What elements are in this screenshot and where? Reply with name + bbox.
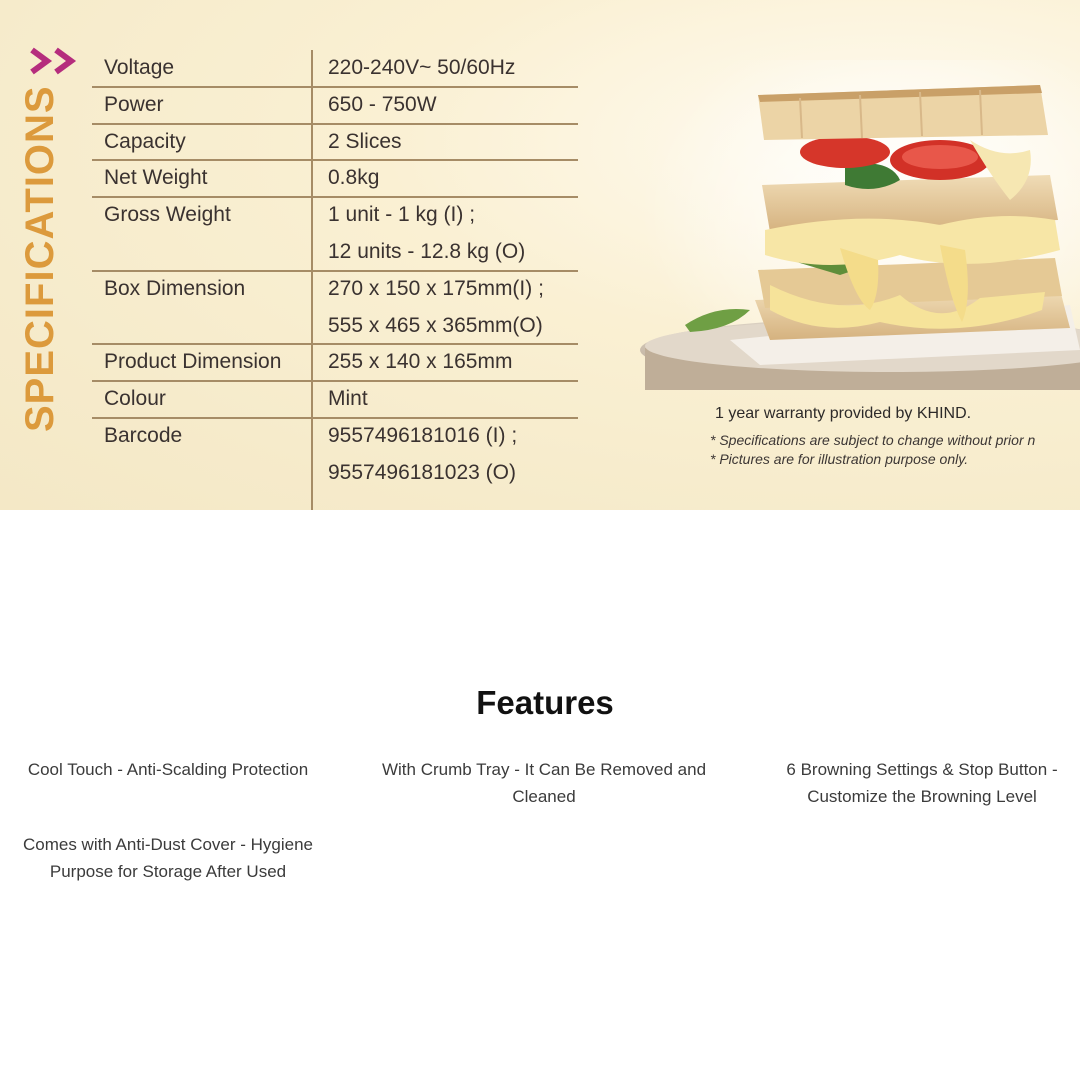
spec-row-colour <box>92 381 578 418</box>
spec-label: Voltage <box>104 56 175 79</box>
feature-item: 6 Browning Settings & Stop Button - Customize the Browning Level <box>786 760 1058 806</box>
spec-value: 0.8kg <box>328 166 380 190</box>
spec-label: Colour <box>104 387 166 411</box>
spec-label: Product Dimension <box>104 350 282 374</box>
feature-item: Comes with Anti-Dust Cover - Hygiene Purpose for Storage After Used <box>22 835 314 881</box>
spec-value: 9557496181016 (I) ; 9557496181023 (O) <box>328 423 518 484</box>
warranty-note: 1 year warranty provided by KHIND. <box>715 405 972 422</box>
spec-row-barcode <box>92 418 578 492</box>
spec-row-product-dimension <box>92 344 578 381</box>
feature-item: With Crumb Tray - It Can Be Removed and Cleaned <box>381 760 707 806</box>
spec-label: Gross Weight <box>104 203 231 227</box>
specifications-table <box>92 50 578 492</box>
double-chevron-icon <box>30 44 80 78</box>
spec-value: 220-240V~ 50/60Hz <box>328 56 516 79</box>
spec-value: 255 x 140 x 165mm <box>328 350 513 374</box>
disclaimer-pictures: * Pictures are for illustration purpose only. <box>710 451 969 467</box>
spec-value: 270 x 150 x 175mm(I) ; 555 x 465 x 365mm(O) <box>328 276 544 337</box>
spec-row-box-dimension <box>92 271 578 345</box>
spec-value: 2 Slices <box>328 129 402 153</box>
disclaimer-specifications: * Specifications are subject to change without prior n <box>710 432 1036 448</box>
spec-row-voltage <box>92 50 578 87</box>
spec-label: Net Weight <box>104 166 208 190</box>
spec-row-power <box>92 87 578 124</box>
spec-row-net-weight <box>92 160 578 197</box>
spec-row-capacity <box>92 124 578 161</box>
specifications-banner <box>0 0 1080 510</box>
sandwich-image <box>640 60 1080 390</box>
feature-item: Cool Touch - Anti-Scalding Protection <box>27 760 309 779</box>
spec-label: Power <box>104 92 164 116</box>
spec-value: Mint <box>328 387 368 411</box>
features-title: Features <box>476 684 614 721</box>
spec-label: Barcode <box>104 423 183 447</box>
specifications-heading: SPECIFICATIONS <box>18 85 62 432</box>
spec-label: Box Dimension <box>104 276 246 300</box>
spec-row-gross-weight <box>92 197 578 271</box>
spec-value: 650 - 750W <box>328 92 437 116</box>
spec-label: Capacity <box>104 129 186 153</box>
spec-value: 1 unit - 1 kg (I) ; 12 units - 12.8 kg (O) <box>328 203 526 263</box>
